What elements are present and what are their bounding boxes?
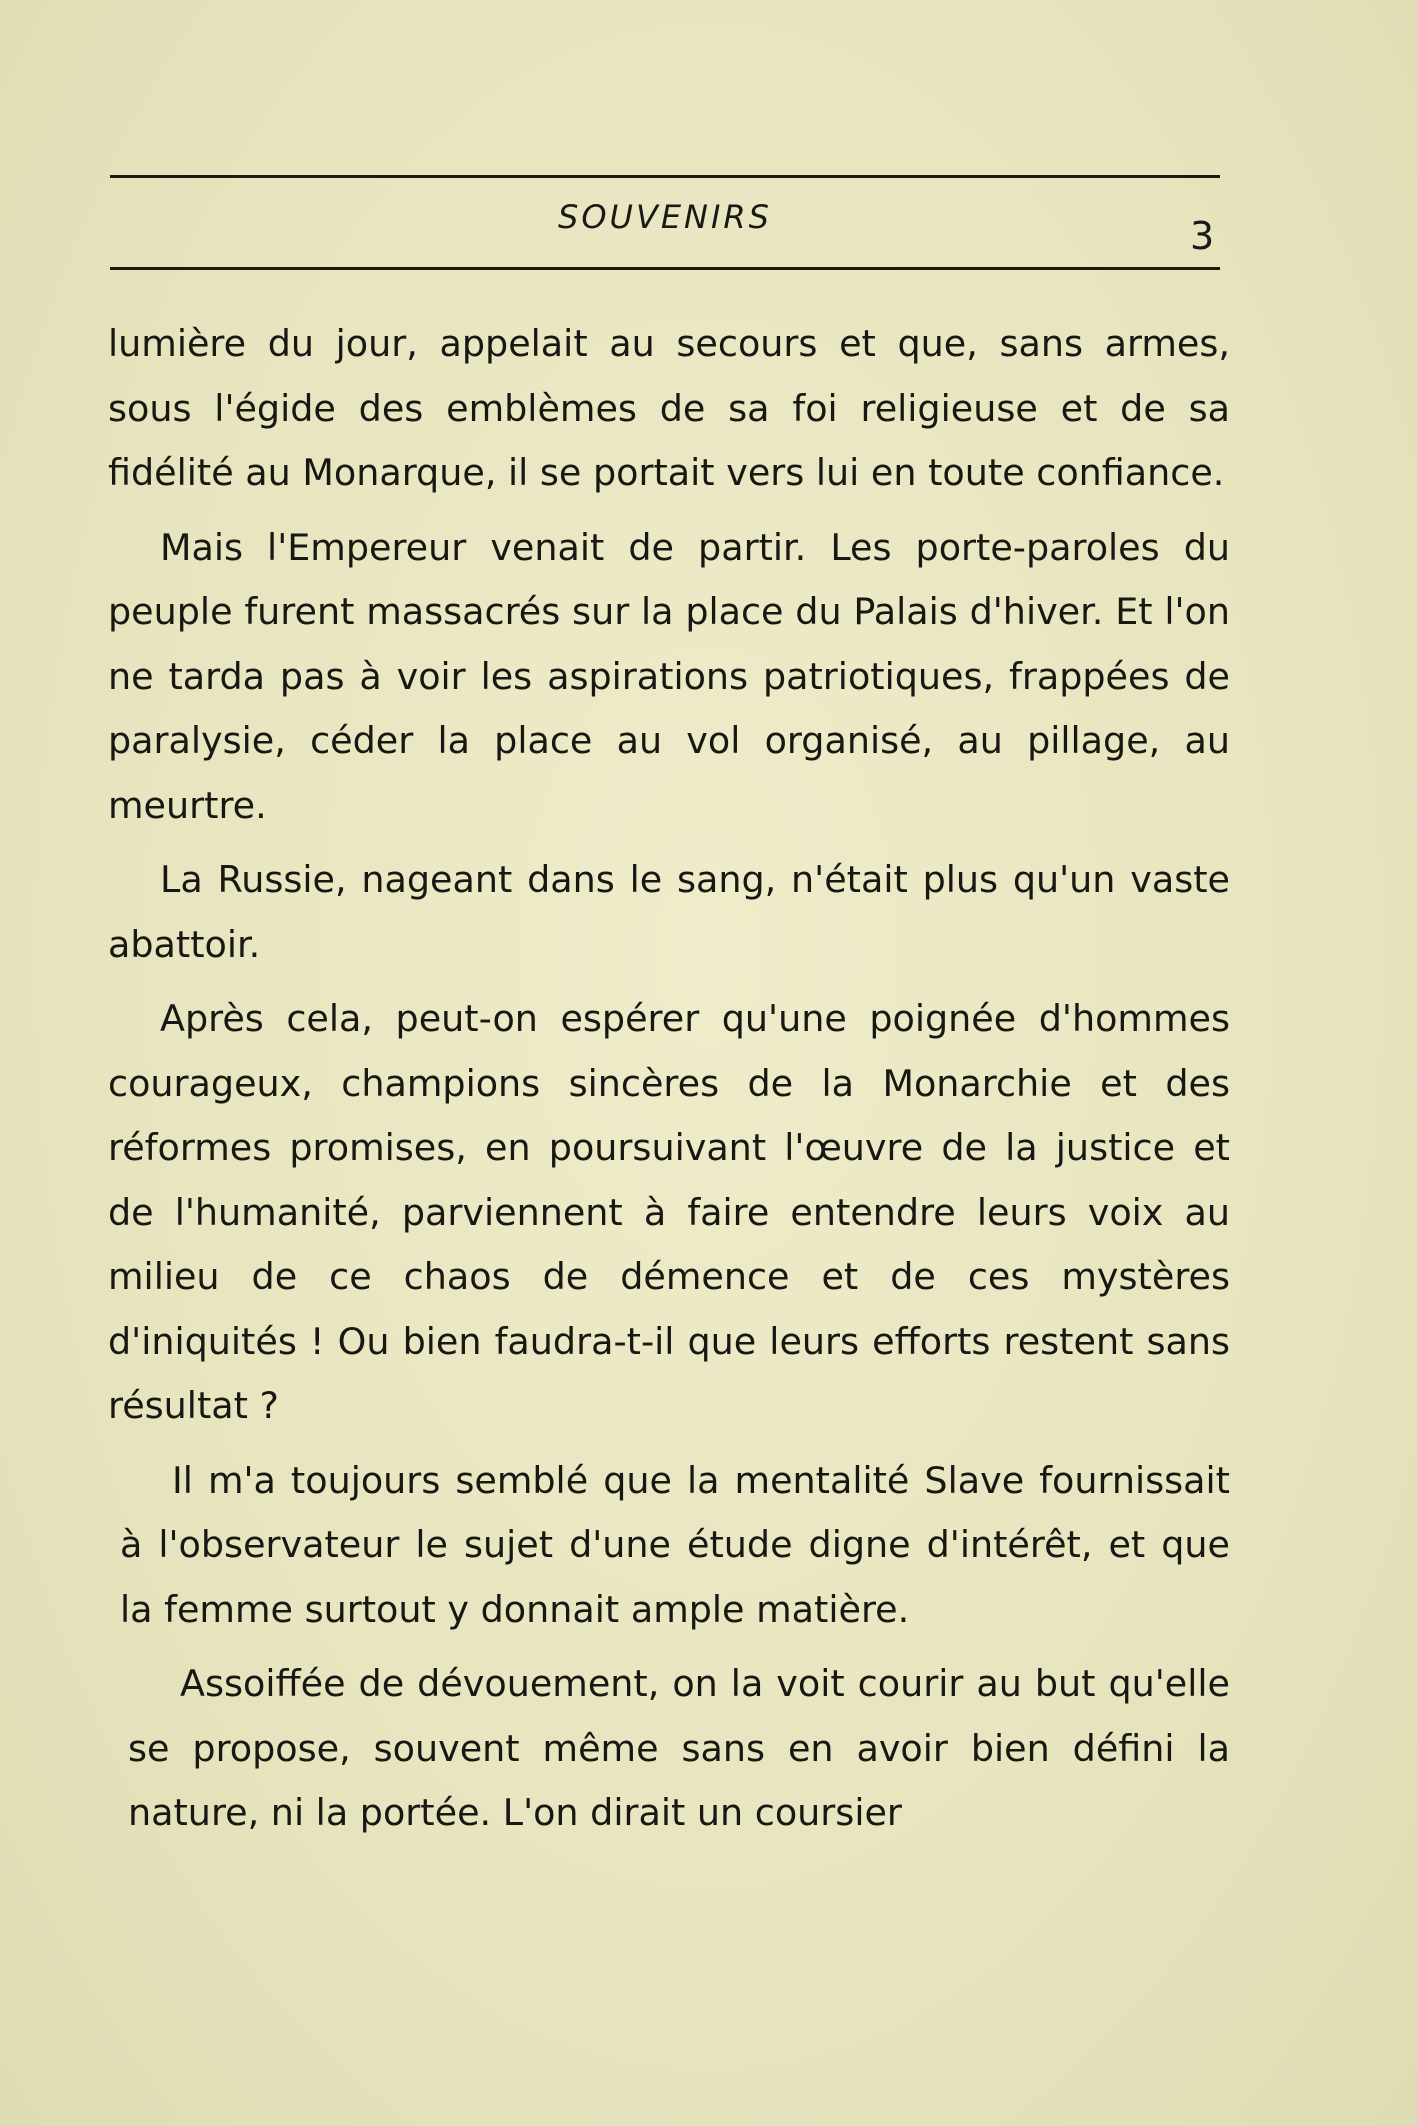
page-number: 3 — [1190, 214, 1215, 258]
header-rule-top — [110, 175, 1220, 178]
paragraph: La Russie, nageant dans le sang, n'était plus qu'un vaste abattoir. — [108, 858, 1230, 966]
paragraph: Il m'a toujours semblé que la mentalité Slave fournissait à l'observateur le sujet d'une étude digne d'intérêt, et que la femme surtout y donnait ample matière. — [120, 1458, 1230, 1631]
paragraph: Après cela, peut-on espérer qu'une poignée d'hommes courageux, champions sincères de la Monarchie et des réformes promises, en poursuivant l'œuvre de la justice et de l'humanité, parviennent à faire entendre leurs voix au milieu de ce chaos de démence et de ces mystères d'iniquités ! Ou bien faudra-t-il que leurs efforts restent sans résultat ? — [108, 997, 1230, 1427]
paragraph: Mais l'Empereur venait de partir. Les porte-paroles du peuple furent massacrés sur la place du Palais d'hiver. Et l'on ne tarda pas à voir les aspirations patriotiques, frappées de paralysie, céder la place au vol organisé, au pillage, au meurtre. — [108, 525, 1230, 827]
running-head: SOUVENIRS — [558, 198, 772, 236]
paragraph: Assoiffée de dévouement, on la voit courir au but qu'elle se propose, souvent même sans en avoir bien défini la nature, ni la portée. L'on dirait un coursier — [128, 1662, 1230, 1834]
paragraph: lumière du jour, appelait au secours et que, sans armes, sous l'égide des emblèmes de sa foi religieuse et de sa fidélité au Monarque, il se portait vers lui en toute confiance. — [108, 322, 1230, 494]
header-rule-bottom — [110, 267, 1220, 270]
body-text — [108, 312, 1230, 1856]
